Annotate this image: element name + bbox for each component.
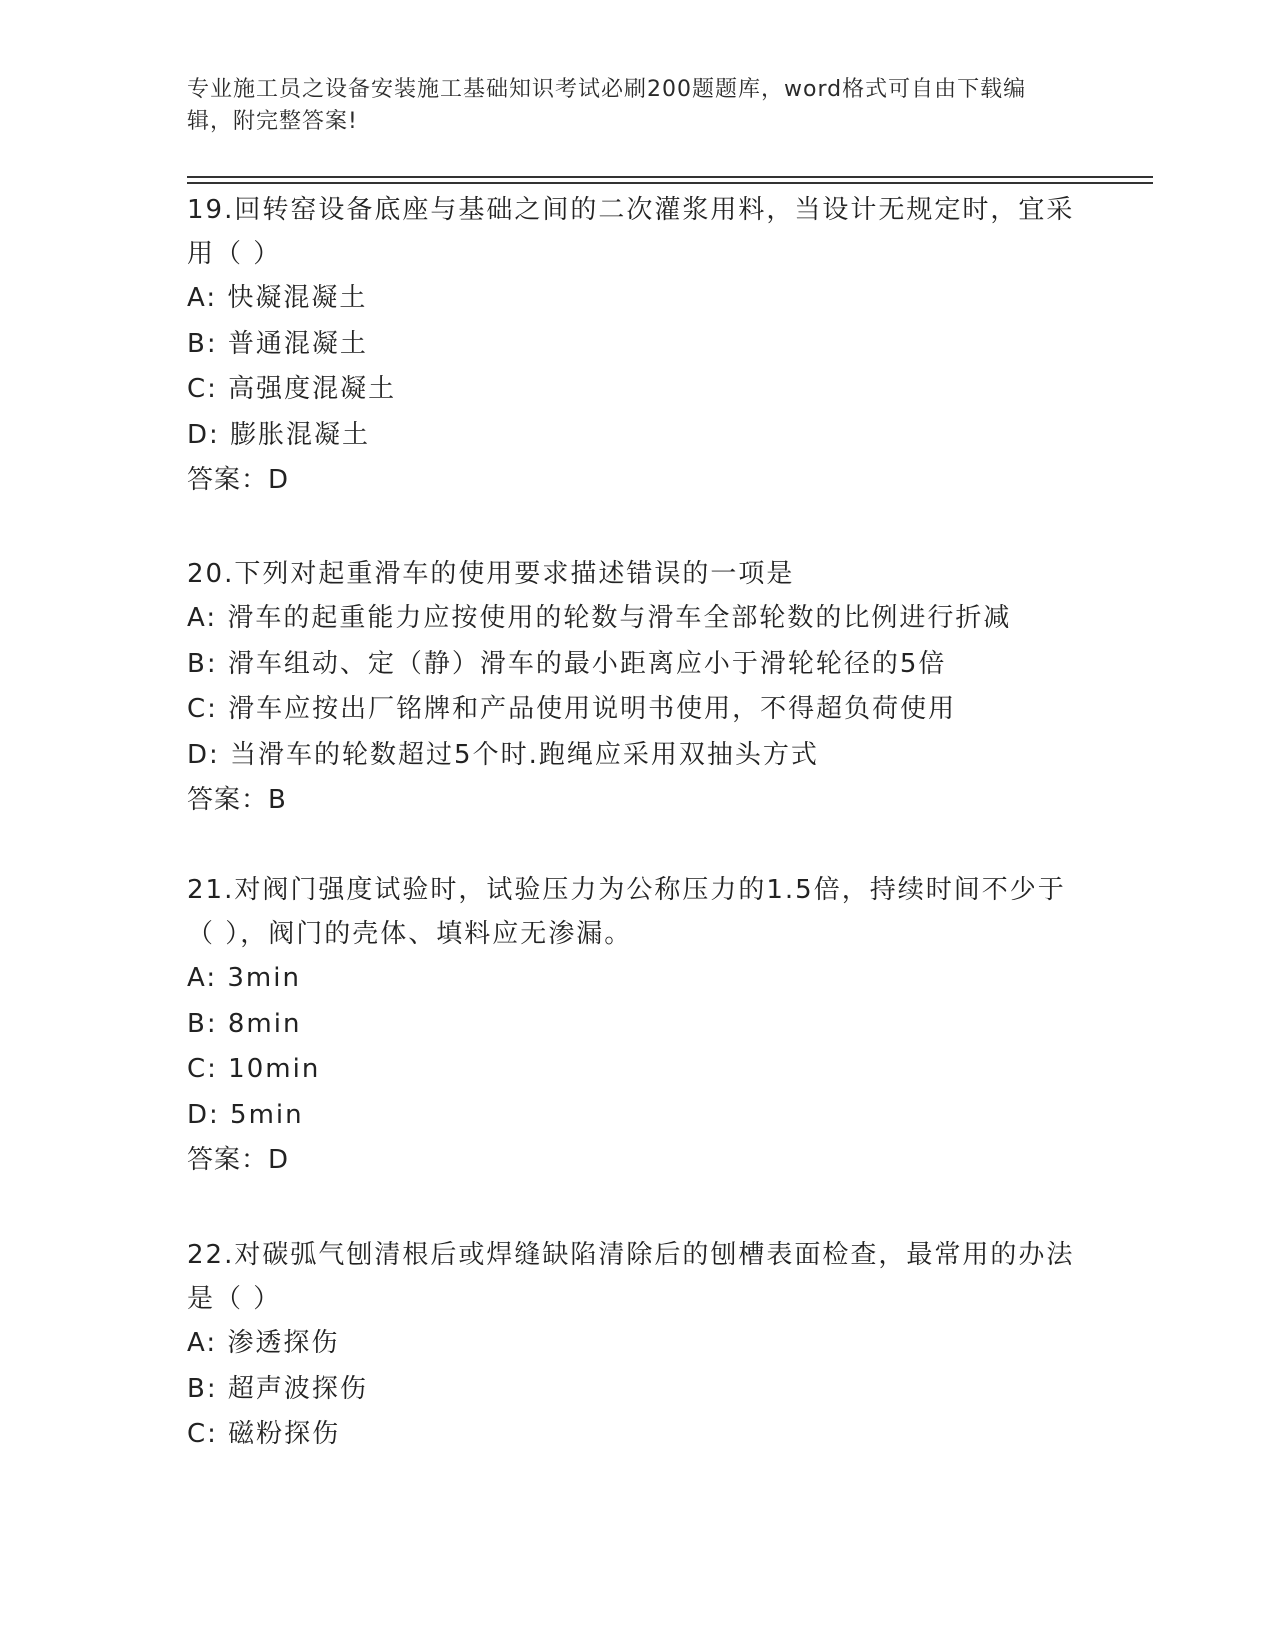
question-option: C: 高强度混凝土 (187, 374, 397, 404)
question-option: C: 10min (187, 1054, 321, 1084)
question-stem: 22.对碳弧气刨清根后或焊缝缺陷清除后的刨槽表面检查，最常用的办法是（ ） (187, 1240, 1075, 1314)
question-option: D: 膨胀混凝土 (187, 419, 371, 450)
question-block (187, 1233, 1087, 1458)
document-header: 专业施工员之设备安装施工基础知识考试必刷200题题库，word格式可自由下载编辑，附完整答案! (187, 77, 1027, 134)
question-block (187, 552, 1087, 822)
question-stem: 21.对阀门强度试验时，试验压力为公称压力的1.5倍，持续时间不少于（ ），阀门的壳体、填料应无渗漏。 (187, 875, 1066, 949)
header-divider-bottom (187, 182, 1153, 184)
question-option: C: 滑车应按出厂铭牌和产品使用说明书使用，不得超负荷使用 (187, 694, 957, 724)
question-option: A: 渗透探伤 (187, 1328, 340, 1358)
question-answer: 答案：D (187, 1145, 290, 1175)
question-option: D: 5min (187, 1099, 304, 1130)
question-option: B: 普通混凝土 (187, 328, 368, 359)
question-block (187, 188, 1087, 502)
header-divider-top (187, 176, 1153, 178)
question-stem: 19.回转窑设备底座与基础之间的二次灌浆用料，当设计无规定时，宜采用（ ） (187, 195, 1075, 269)
question-option: A: 3min (187, 963, 301, 993)
question-stem: 20.下列对起重滑车的使用要求描述错误的一项是 (187, 559, 795, 589)
question-option: B: 超声波探伤 (187, 1373, 368, 1404)
question-option: A: 滑车的起重能力应按使用的轮数与滑车全部轮数的比例进行折减 (187, 603, 1012, 633)
question-option: B: 8min (187, 1008, 302, 1039)
question-answer: 答案：D (187, 465, 290, 495)
question-option: B: 滑车组动、定（静）滑车的最小距离应小于滑轮轮径的5倍 (187, 648, 947, 679)
question-answer: 答案：B (187, 785, 287, 815)
question-option: C: 磁粉探伤 (187, 1419, 341, 1449)
question-option: A: 快凝混凝土 (187, 283, 368, 313)
question-option: D: 当滑车的轮数超过5个时.跑绳应采用双抽头方式 (187, 739, 819, 770)
question-block (187, 868, 1087, 1182)
